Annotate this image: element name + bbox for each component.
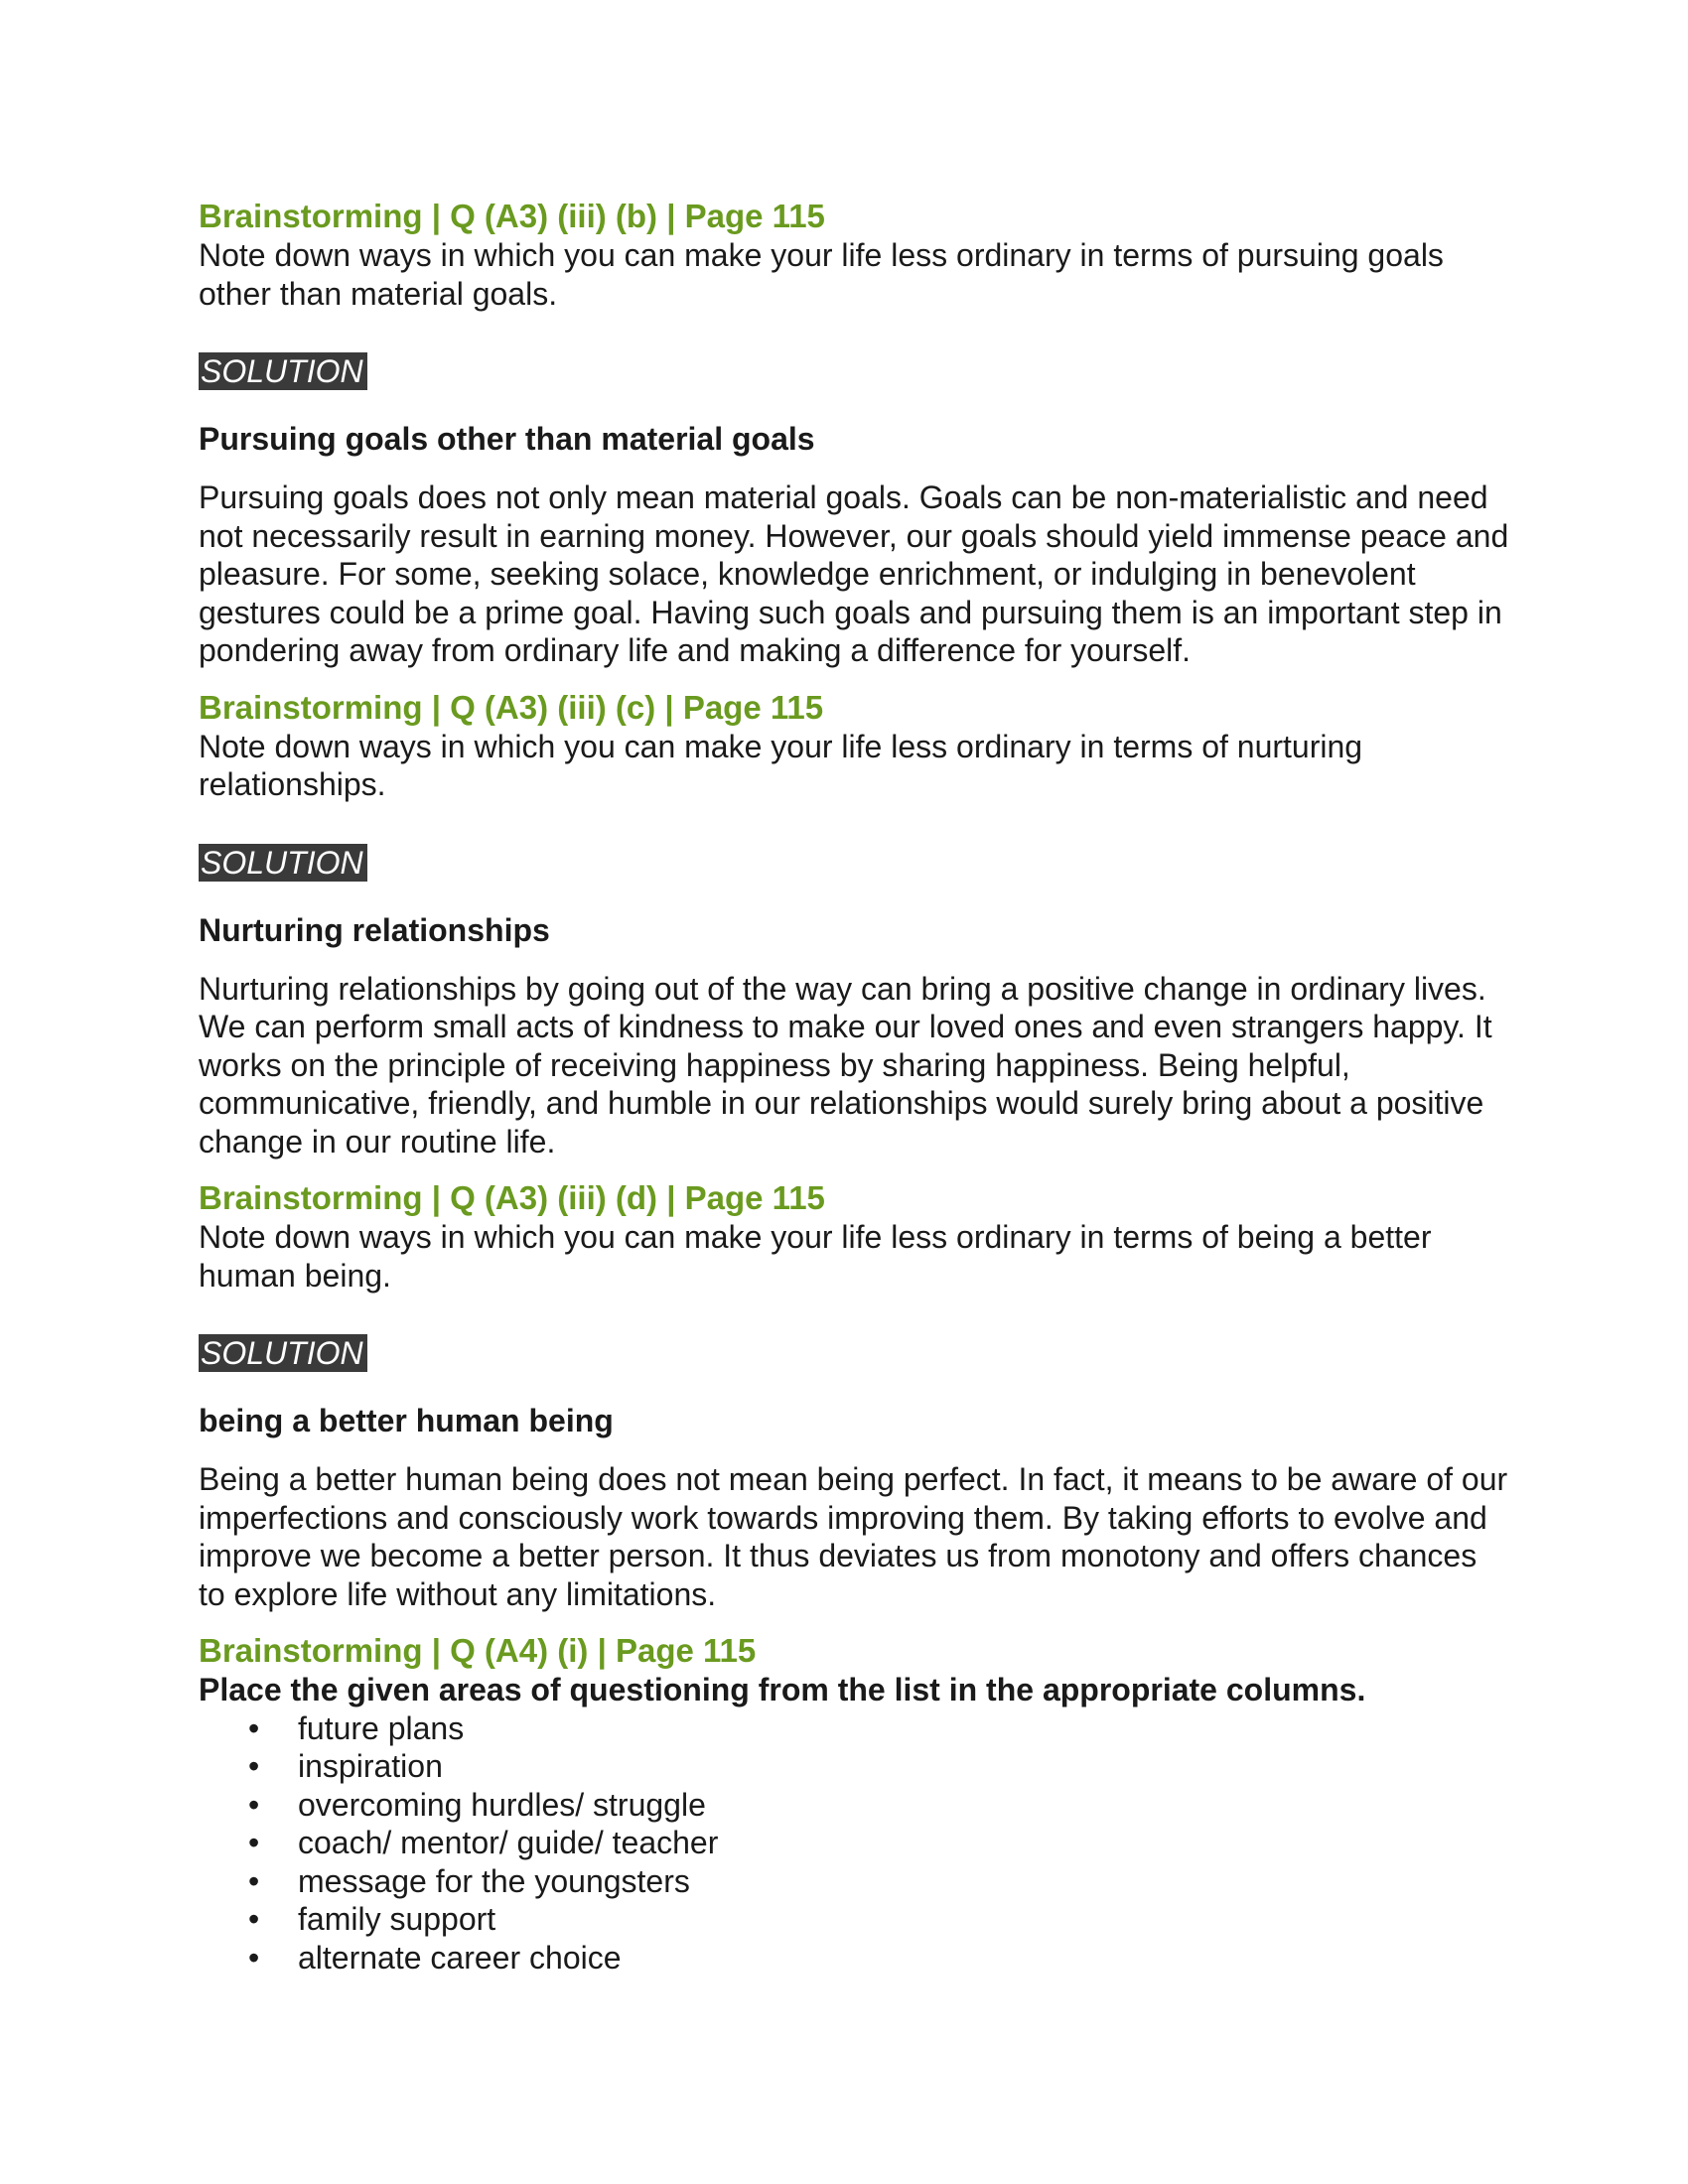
solution-badge: SOLUTION <box>199 352 367 390</box>
list-item: • overcoming hurdles/ struggle <box>248 1786 706 1823</box>
question-block-c <box>199 688 1509 1161</box>
list-item: • inspiration <box>248 1748 443 1784</box>
list-item: • coach/ mentor/ guide/ teacher <box>248 1825 719 1860</box>
question-block-d <box>199 1178 1509 1613</box>
question-text: Note down ways in which you can make your life less ordinary in terms of pursuing goals other than material goals. <box>199 237 1444 312</box>
list-item: • message for the youngsters <box>248 1862 690 1899</box>
solution-title: Nurturing relationships <box>199 911 550 948</box>
document-page <box>199 197 1509 1977</box>
list-item: • family support <box>248 1901 496 1937</box>
question-text: Note down ways in which you can make your life less ordinary in terms of being a better human being. <box>199 1219 1432 1294</box>
question-text: Place the given areas of questioning from the list in the appropriate columns. <box>199 1672 1366 1707</box>
bullet-icon: • <box>248 1825 260 1860</box>
solution-body: Nurturing relationships by going out of the way can bring a positive change in ordinary lives. We can perform small acts of kindness to make our loved ones and even strangers happy. It works on the principle of receiving happiness by sharing happiness. Being helpful, communicative, friendly, and humble in our relationships would surely bring about a positive change in our routine life. <box>199 970 1492 1160</box>
solution-body: Pursuing goals does not only mean material goals. Goals can be non-materialistic and need not necessarily result in earning money. However, our goals should yield immense peace and pleasure. For some, seeking solace, knowledge enrichment, or indulging in benevolent gestures could be a prime goal. Having such goals and pursuing them is an important step in pondering away from ordinary life and making a difference for yourself. <box>199 479 1509 668</box>
bullet-icon: • <box>248 1709 260 1746</box>
question-text: Note down ways in which you can make your life less ordinary in terms of nurturing relationships. <box>199 728 1363 802</box>
question-heading: Brainstorming | Q (A3) (iii) (b) | Page 115 <box>199 198 825 234</box>
solution-title: being a better human being <box>199 1403 614 1438</box>
question-block-b <box>199 197 1509 670</box>
solution-body: Being a better human being does not mean being perfect. In fact, it means to be aware of our imperfections and consciously work towards improving them. By taking efforts to evolve and improve we become a better person. It thus deviates us from monotony and offers chances to explore life without any limitations. <box>199 1461 1508 1612</box>
question-heading: Brainstorming | Q (A4) (i) | Page 115 <box>199 1632 757 1669</box>
question-heading: Brainstorming | Q (A3) (iii) (d) | Page 115 <box>199 1179 825 1216</box>
solution-badge: SOLUTION <box>199 1334 367 1372</box>
question-block-a4 <box>199 1631 1509 1977</box>
areas-list <box>199 1709 1509 1978</box>
list-item: • alternate career choice <box>248 1939 622 1976</box>
bullet-icon: • <box>248 1901 260 1937</box>
solution-title: Pursuing goals other than material goals <box>199 421 815 457</box>
question-heading: Brainstorming | Q (A3) (iii) (c) | Page 115 <box>199 688 824 726</box>
bullet-icon: • <box>248 1748 260 1784</box>
list-item: • future plans <box>248 1709 465 1746</box>
bullet-icon: • <box>248 1862 260 1899</box>
bullet-icon: • <box>248 1939 260 1976</box>
bullet-icon: • <box>248 1786 260 1823</box>
solution-badge: SOLUTION <box>199 844 367 882</box>
